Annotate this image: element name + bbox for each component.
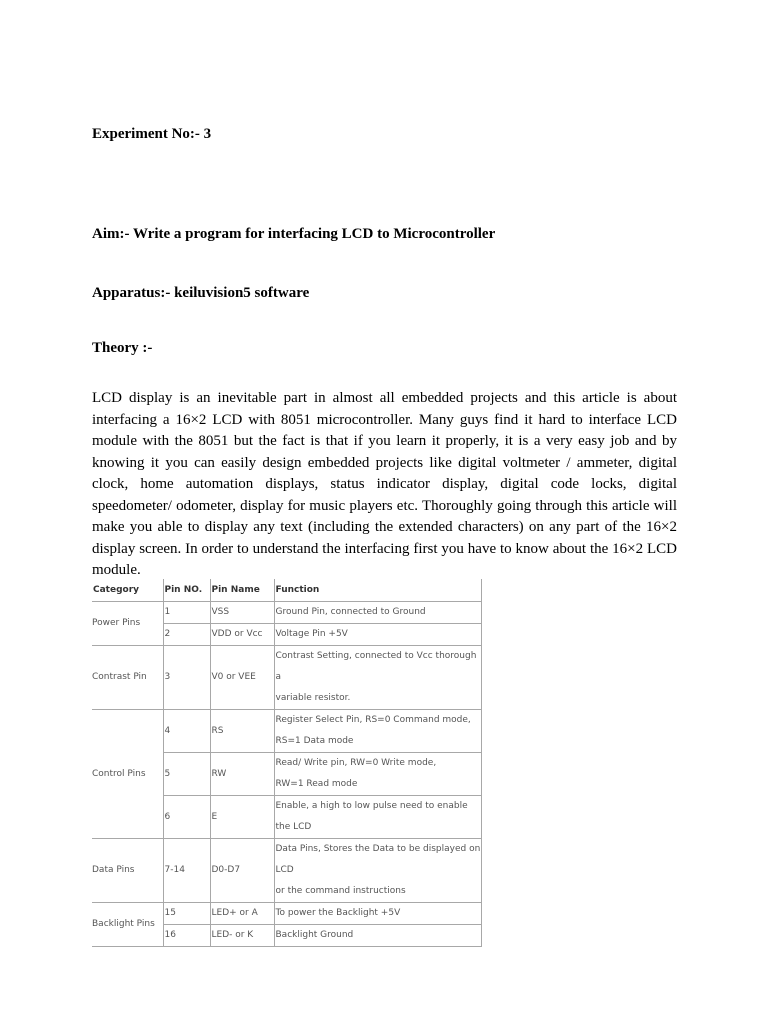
function-cell [274, 602, 481, 624]
experiment-number: Experiment No:- 3 [92, 126, 212, 142]
function-cell [274, 624, 481, 646]
pin-number-cell: 5 [163, 753, 210, 796]
function-line: Register Select Pin, RS=0 Command mode, [275, 715, 471, 725]
table-row [92, 602, 481, 624]
pin-name-cell: LED- or K [210, 925, 274, 947]
apparatus-heading: Apparatus:- keiluvision5 software [92, 285, 310, 301]
pin-name-cell: V0 or VEE [210, 646, 274, 710]
theory-paragraph: LCD display is an inevitable part in almost all embedded projects and this article is about interfacing a 16×2 LCD with 8051 microcontroller. Many guys find it hard to interface LCD module with the 8051 but the fact is that if you learn it properly, it is a very easy job and by knowing it you can easily design embedded projects like digital voltmeter / ammeter, digital clock, home automation displays, status indicator display, digital code locks, digital speedometer/ odometer, display for music players etc. Thoroughly going through this article will make you able to display any text (including the extended characters) on any part of the 16×2 display screen. In order to understand the interfacing first you have to know about the 16×2 LCD module. [92, 390, 677, 578]
pin-name-cell: RW [210, 753, 274, 796]
table-header-row [92, 579, 481, 602]
function-cell [274, 839, 481, 903]
table-row [92, 710, 481, 753]
table-row [92, 646, 481, 710]
pin-name-cell: VDD or Vcc [210, 624, 274, 646]
pin-number-cell: 3 [163, 646, 210, 710]
function-line: Read/ Write pin, RW=0 Write mode, [275, 758, 437, 768]
category-cell: Power Pins [92, 602, 163, 646]
category-cell: Data Pins [92, 839, 163, 903]
pin-name-cell: RS [210, 710, 274, 753]
function-cell [274, 796, 481, 839]
function-line: or the command instructions [275, 886, 406, 896]
pin-name-cell: VSS [210, 602, 274, 624]
function-line: Contrast Setting, connected to Vcc thorough a [275, 651, 477, 682]
pin-number-cell: 7-14 [163, 839, 210, 903]
function-line: To power the Backlight +5V [275, 908, 401, 918]
header-pin-no: Pin NO. [163, 579, 210, 602]
header-function: Function [274, 579, 481, 602]
function-cell [274, 753, 481, 796]
function-line: Enable, a high to low pulse need to enable the LCD [275, 801, 468, 832]
pin-name-cell: LED+ or A [210, 903, 274, 925]
function-cell [274, 710, 481, 753]
function-line: Backlight Ground [275, 930, 354, 940]
function-line: variable resistor. [275, 693, 351, 703]
function-line: Ground Pin, connected to Ground [275, 607, 426, 617]
function-line: RS=1 Data mode [275, 736, 354, 746]
header-category: Category [92, 579, 163, 602]
pin-number-cell: 6 [163, 796, 210, 839]
category-cell: Contrast Pin [92, 646, 163, 710]
function-cell [274, 646, 481, 710]
pin-number-cell: 15 [163, 903, 210, 925]
pin-name-cell: E [210, 796, 274, 839]
function-line: Data Pins, Stores the Data to be displayed on LCD [275, 844, 481, 875]
category-cell: Backlight Pins [92, 903, 163, 947]
pin-number-cell: 1 [163, 602, 210, 624]
pin-number-cell: 2 [163, 624, 210, 646]
pin-number-cell: 4 [163, 710, 210, 753]
function-cell [274, 903, 481, 925]
category-cell: Control Pins [92, 710, 163, 839]
function-cell [274, 925, 481, 947]
lcd-pin-table [92, 579, 482, 947]
header-pin-name: Pin Name [210, 579, 274, 602]
function-line: Voltage Pin +5V [275, 629, 348, 639]
pin-name-cell: D0-D7 [210, 839, 274, 903]
table-row [92, 839, 481, 903]
function-line: RW=1 Read mode [275, 779, 358, 789]
table-row [92, 903, 481, 925]
theory-heading: Theory :- [92, 340, 153, 356]
pin-number-cell: 16 [163, 925, 210, 947]
aim-heading: Aim:- Write a program for interfacing LCD to Microcontroller [92, 226, 496, 242]
